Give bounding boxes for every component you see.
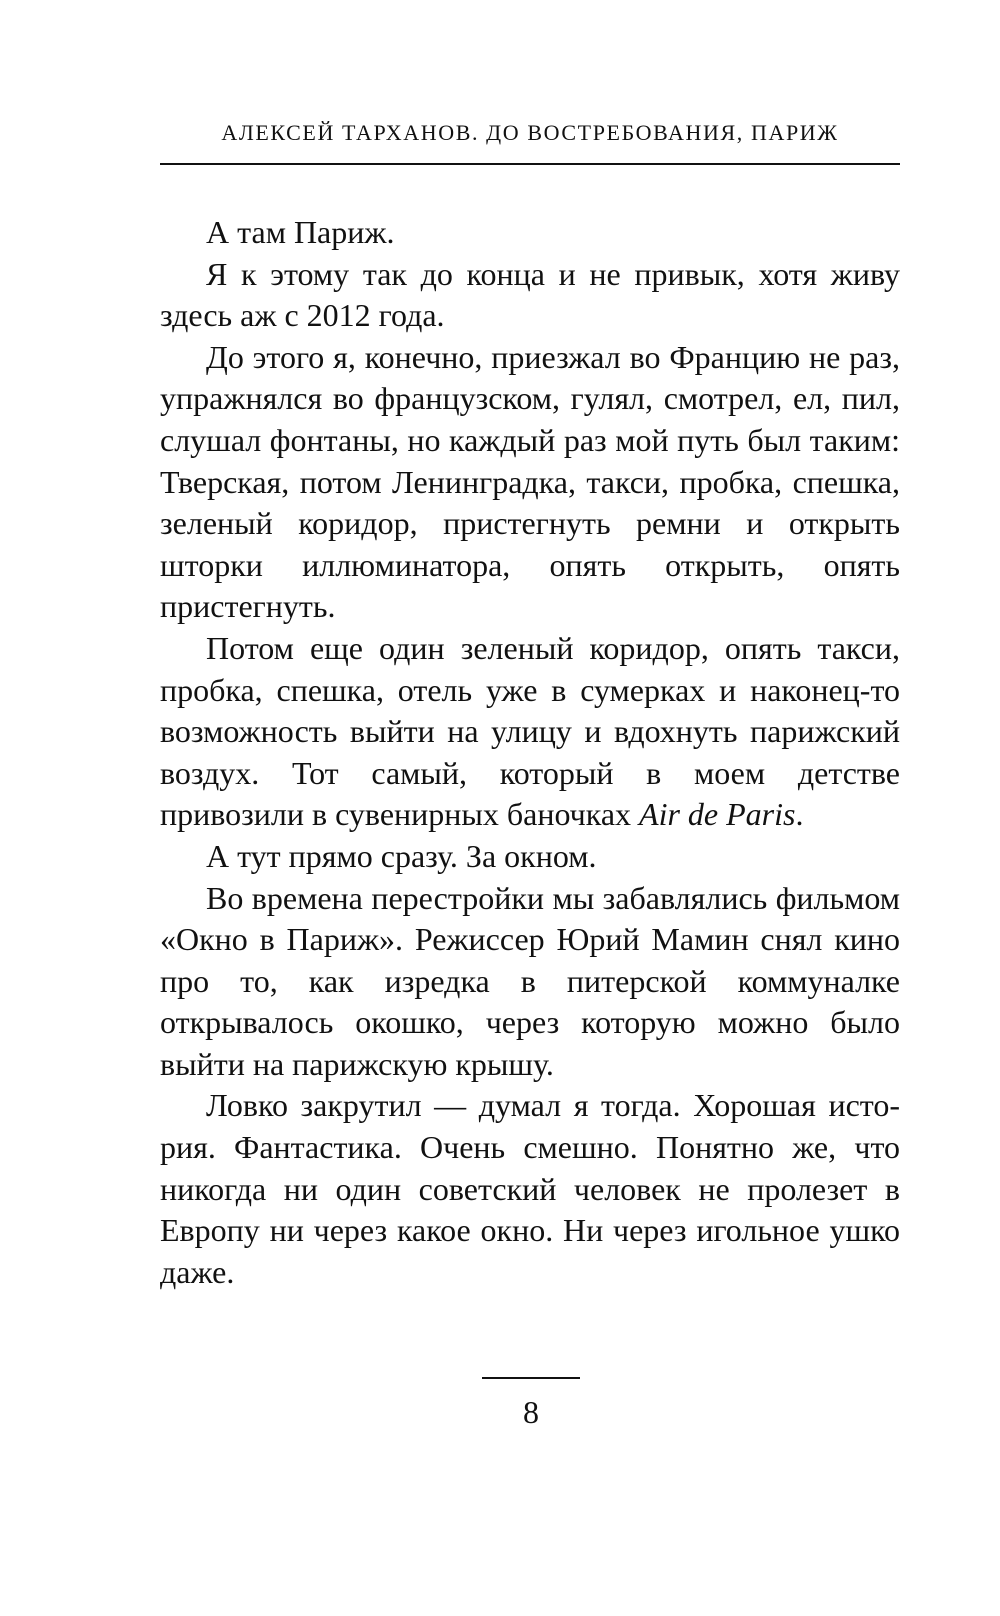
header-rule [160, 163, 900, 165]
paragraph-text: А там Париж. [206, 214, 395, 250]
paragraph [160, 212, 900, 254]
paragraph-text: Ловко закрутил — думал я тогда. Хорошая история. Фантастика. Очень смешно. Понятно же, что никогда ни один советский человек не пролезет в Европу ни через какое окно. Ни через игольное ушко даже. [160, 1087, 900, 1290]
paragraph [160, 337, 900, 628]
footer-rule [482, 1377, 580, 1379]
body-text [160, 212, 900, 1293]
paragraph [160, 836, 900, 878]
paragraph-text: До этого я, конечно, приезжал во Францию не раз, упражнялся во французском, гулял, смотрел, ел, пил, слушал фонтаны, но каждый раз мой путь был таким: Тверская, потом Ленинградка, такси, пробка, спешка, зеленый коридор, пристегнуть ремни и открыть шторки иллюминатора, опять открыть, опять пристегнуть. [160, 338, 900, 625]
paragraph [160, 878, 900, 1086]
italic-phrase: Air de Paris [639, 796, 796, 833]
paragraph-text: Я к этому так до конца и не привык, хотя живу здесь аж с 2012 года. [160, 255, 900, 334]
paragraph [160, 254, 900, 337]
paragraph [160, 628, 900, 836]
running-head: АЛЕКСЕЙ ТАРХАНОВ. ДО ВОСТРЕБОВАНИЯ, ПАРИЖ [221, 120, 839, 145]
paragraph [160, 1085, 900, 1293]
paragraph-text: Во времена перестройки мы забавлялись фильмом «Окно в Париж». Режиссер Юрий Мамин снял кино про то, как изредка в питерской коммуналке открывалось окошко, через которую можно было выйти на парижскую крышу. [160, 879, 900, 1082]
paragraph-end: . [795, 796, 804, 833]
paragraph-text: А тут прямо сразу. За окном. [206, 837, 597, 874]
paragraph-text: Потом еще один зеленый коридор, опять такси, пробка, спешка, отель уже в сумерках и наконец-то возможность выйти на улицу и вдохнуть парижский воздух. Тот самый, который в моем детстве привозили в сувенирных баночках [160, 629, 900, 833]
page-number: 8 [523, 1394, 539, 1430]
